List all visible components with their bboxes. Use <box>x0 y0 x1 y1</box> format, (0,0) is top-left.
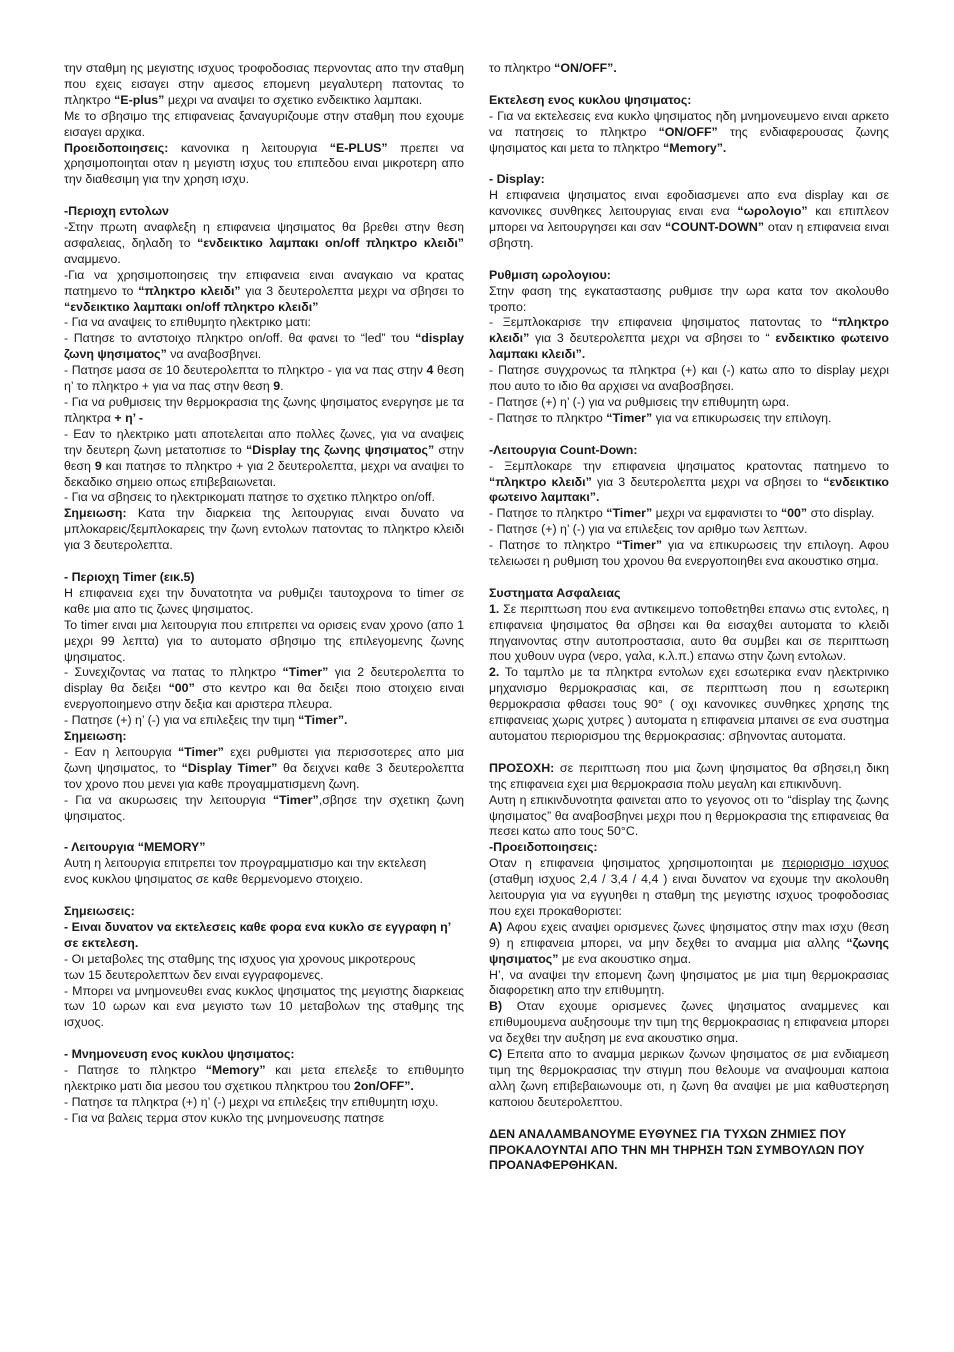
paragraph: - Για να βαλεις τερμα στον κυκλο της μνημονευσης πατησε <box>64 1110 385 1125</box>
paragraph: - Για να ρυθμισεις την θερμοκρασια της ζωνης ψησιματος ενεργησε με τα πληκτρα + η’ - <box>64 395 464 425</box>
paragraph: - Πατησε το πληκτρο “Memory” και μετα επελεξε το επιθυμητο ηλεκτρικο ματι δια μεσου του σχετικου πληκτρου του 2on/OFF”. <box>64 1063 464 1093</box>
paragraph: B) Οταν εχουμε ορισμενες ζωνες ψησιματος αναμμενες και επιθυμουμενα αυξησουμε την τιμη της θερμοκρασιας η επιφανεια μπορει να δεχθει την αυξηση με ενα ακουστικο σημα. <box>489 999 889 1046</box>
paragraph: -Για να χρησιμοποιησεις την επιφανεια ειναι αναγκαιο να κρατας πατημενο το “πληκτρο κλειδι” για 3 δευτερολεπτα μεχρι να σβησει το “ενδεικτικο λαμπακι on/off πληκτρο κλειδι” <box>64 267 464 314</box>
paragraph: - Μπορει να μνημονευθει ενας κυκλος ψησιματος της μεγιστης διαρκειας των 10 ωρων και ενα μεγιστο των 10 μεταβολων της σταθμης της ισχυος. <box>64 983 464 1030</box>
paragraph: Σημειωση: Κατα την διαρκεια της λειτουργιας ειναι δυνατο να μπλοκαρεις/ξεμπλοκαρεις την ζωνη εντολων πατοντας το πληκτρο κλειδι για 3 δευτερολεπτα. <box>64 506 464 553</box>
paragraph-spacer <box>489 252 889 268</box>
paragraph: - Για να σβησεις το ηλεκτρικοματι πατησε το σχετικο πληκτρο on/off. <box>64 490 435 505</box>
paragraph-spacer <box>64 1031 464 1047</box>
paragraph: - Πατησε μασα σε 10 δευτερολεπτα το πληκτρο - για να πας στην 4 θεση η’ το πληκτρο + για να πας στην θεση 9. <box>64 363 464 394</box>
paragraph: - Πατησε το αντστοιχο πληκτρο on/off. θα φανει το “led” του “display ζωνη ψησιματος” να αναβοσβηνει. <box>64 331 464 362</box>
paragraph: A) Αφου εχεις αναψει ορισμενες ζωνες ψησιματος στην max ισχυ (θεση 9) η επιφανεια μπορει, να μην δεχθει το αναμμα μια αλλης “ζωνης ψησιματος” με ενα ακουστικο σημα. <box>489 919 889 966</box>
section-heading: Εκτελεση ενος κυκλου ψησιματος: <box>489 92 692 107</box>
paragraph-spacer <box>489 1111 889 1127</box>
section-heading: -Προειδοποιησεις: <box>489 840 598 855</box>
paragraph: - Ξεμπλοκαρε την επιφανεια ψησιματος κρατοντας πατημενο το “πληκτρο κλειδι” για 3 δευτερολεπτα μεχρι να σβησει το “ενδεικτικο φωτεινο λαμπακι”. <box>489 458 889 505</box>
section-heading: - Display: <box>489 172 545 187</box>
paragraph: - Οι μεταβολες της σταθμης της ισχυος για χρονους μικροτερους <box>64 951 416 966</box>
right-column <box>489 61 889 1174</box>
paragraph: - Πατησε το πληκτρο “Timer” για να επικυρωσεις την επιλογη. Αφου τελειωσει η ρυθμιση του χρονου θα ενεργοποιηθει ενα ακουστικο σημα. <box>489 538 889 569</box>
paragraph: Η επιφανεια ψησιματος ειναι εφοδιασμενει απο ενα display και σε κανονικες συνθηκες λειτουργιας ειναι ενα “ωρολογιο” και επιπλεον μπορει να λειτουργησει και σαν “COUNT-DOWN” οταν η επιφανεια ειναι σβηστη. <box>489 188 889 250</box>
paragraph: - Ξεμπλοκαρισε την επιφανεια ψησιματος πατοντας το “πληκτρο κλειδι” για 3 δευτερολεπτα μεχρι να σβησει το “ ενδεικτικο φωτεινο λαμπακι κλειδι”. <box>489 315 889 362</box>
paragraph: Με το σβησιμο της επιφανειας ξαναγυριζουμε στην σταθμη που εχουμε εισαγει αρχικα. <box>64 108 464 139</box>
paragraph: - Για να αναψεις το επιθυμητο ηλεκτρικο ματι: <box>64 315 311 330</box>
paragraph: - Πατησε το πληκτρο “Timer” μεχρι να εμφανιστει το “00” στο display. <box>489 506 875 521</box>
section-heading: -Λειτουργια Count-Down: <box>489 442 638 457</box>
paragraph: Αυτη η λειτουργια επιτρεπει τον προγραμματισμο και την εκτελεση <box>64 856 427 871</box>
section-heading: Σημειωσεις: <box>64 903 135 918</box>
paragraph: των 15 δευτερολεπτων δεν ειναι εγγραφομενες. <box>64 967 324 982</box>
paragraph: την σταθμη ης μεγιστης ισχυος τροφοδοσιας περνοντας απο την σταθμη που εχεις εισαγει στην αμεσος επομενη μεγαλυτερη πατοντας το πληκτρο “E-plus” μεχρι να αναψει το σχετικο ενδεικτικο λαμπακι. <box>64 61 464 107</box>
paragraph: Στην φαση της εγκαταστασης ρυθμισε την ωρα κατα τον ακολουθο τροπο: <box>489 283 889 314</box>
paragraph-spacer <box>489 77 889 93</box>
paragraph: - Πατησε το πληκτρο “Timer” για να επικυρωσεις την επιλογη. <box>489 410 832 425</box>
paragraph: C) Επειτα απο το αναμμα μερικων ζωνων ψησιματος σε μια ενδιαμεση τιμη της θερμοκρασιας την στιγμη που θελουμε να αναψουμαι καποια αλλη ζωνη επιβεβαιωνουμε οτι, η ζωνη θα αναψει με μια καθυστερηση καποιου δευτερολεπτου. <box>489 1047 889 1109</box>
section-heading: -Περιοχη εντολων <box>64 204 169 219</box>
paragraph: Οταν η επιφανεια ψησιματος χρησιμοποιηται με περιορισμο ισχυος (σταθμη ισχυος 2,4 / 3,4 / 4,4 ) ειναι δυνατον να εχουμε την ακολουθη λειτουργια για να εγγυηθει η σταθμη της μεγιστης ισχυος τροφοδοσιας που εχει προκαθοριστει: <box>489 856 889 918</box>
paragraph-spacer <box>64 554 464 570</box>
paragraph: Το timer ειναι μια λειτουργια που επιτρεπει να ορισεις εναν χρονο (απο 1 μεχρι 99 λεπτα) για το αυτοματο σβησιμο της επιλεγομενης ζωνης ψησιματος. <box>64 617 464 664</box>
paragraph: - Πατησε (+) η’ (-) για να επιλεξεις τον αριθμο των λεπτων. <box>489 522 808 537</box>
paragraph: ΠΡΟΣΟΧΗ: σε περιπτωση που μια ζωνη ψησιματος θα σβησει,η δικη της επιφανεια εχει μια θερμοκρασια πολυ μεγαλη και επικινδυνη. <box>489 760 889 791</box>
paragraph: Προειδοποιησεις: κανονικα η λειτουργια “E-PLUS” πρεπει να χρησιμοποιηται οταν η μεγιστη ισχυς του επιπεδου ειναι μικροτερη απο την διαθεσιμη για την χρηση ισχυ. <box>64 140 464 187</box>
paragraph: Η επιφανεια εχει την δυνατοτητα να ρυθμιζει ταυτοχρονα το timer σε καθε μια απο τις ζωνες ψησιματος. <box>64 585 464 616</box>
paragraph: - Εαν το ηλεκτρικο ματι αποτελειται απο πολλες ζωνες, για να αναψεις την δευτερη ζωνη μετατοπισε το “Display της ζωνης ψησιματος” στην θεση 9 και πατησε το πληκτρο + για 2 δευτερολεπτα, μεχρι να αναψει το δεκαδικο σημειο οπως επιβεβαιωνεται. <box>64 426 464 489</box>
paragraph: - Για να εκτελεσεις ενα κυκλο ψησιματος ηδη μνημονευμενο ειναι αρκετο να πατησεις το πληκτρο “ON/OFF” της ενδιαφερουσας ζωνης ψησιματος και μετα το πληκτρο “Memory”. <box>489 108 890 155</box>
paragraph: - Συνεχιζοντας να πατας το πληκτρο “Timer” για 2 δευτερολεπτα το display θα δειξει “00” στο κεντρο και θα δειξει ποιο στοιχειο ειναι ενεργοποιημενο στην δεξια και αριστερα πλευρα. <box>64 665 464 712</box>
section-heading: Συστηματα Ασφαλειας <box>489 585 621 600</box>
paragraph: - Πατησε συγχρονως τα πληκτρα (+) και (-) κατω απο το display μεχρι που αυτο το ιδιο θα αρχισει να αναβοσβησει. <box>489 363 889 394</box>
paragraph-spacer <box>489 156 889 172</box>
paragraph: - Πατησε (+) η’ (-) για να επιλεξεις την τιμη “Timer”. <box>64 713 348 728</box>
paragraph: το πληκτρο “ON/OFF”. <box>489 61 617 75</box>
paragraph: - Για να ακυρωσεις την λειτουργια “Timer”,σβησε την σχετικη ζωνη ψησιματος. <box>64 792 465 823</box>
paragraph: Η’, να αναψει την επομενη ζωνη ψησιματος με μια τιμη θερμοκρασιας διαφορετικη απο την επιθυμητη. <box>489 967 889 998</box>
paragraph-spacer <box>489 745 889 761</box>
section-heading: - Περιοχη Timer (εικ.5) <box>64 569 195 584</box>
paragraph: ενος κυκλου ψησιματος σε καθε θερμενομενο στοιχειο. <box>64 872 363 887</box>
section-heading: Ρυθμιση ωρολογιου: <box>489 267 611 282</box>
paragraph-spacer <box>489 427 889 443</box>
paragraph: 2. Το ταμπλο με τα πληκτρα εντολων εχει εσωτερικα εναν ηλεκτρινικο μηχανισμο θερμοκρασιας και, σε περιπτωση που η εσωτερικη θερμοκρασια φθασει τους 90° ( οχι κανονικες συνθηκες χρησης της επιφανειας χωρις χυτρες ) αυτοματα η επιφανεια μπαινει σε ενα συστημα αυτοματου περιορισμου της θερμοκρασιας: σβηνοντας αυτοματα. <box>489 665 889 743</box>
paragraph: - Εαν η λειτουργια “Timer” εχει ρυθμιστει για περισσοτερες απο μια ζωνη ψησιματος, το “Display Timer” θα δειχνει καθε 3 δευτερολεπτα τον χρονο που μενει για καθε προγαμματισμενη ζωνη. <box>64 744 465 791</box>
section-heading: - Μνημονευση ενος κυκλου ψησιματος: <box>64 1047 295 1062</box>
section-heading: Σημειωση: <box>64 729 127 744</box>
paragraph: -Στην πρωτη αναφλεξη η επιφανεια ψησιματος θα βρεθει στην θεση ασφαλειας, δηλαδη το “ενδεικτικο λαμπακι on/off πληκτρο κλειδι” αναμμενο. <box>64 220 464 266</box>
paragraph-spacer <box>64 824 464 840</box>
paragraph: Αυτη η επικινδυνοτητα φαινεται απο το γεγονος οτι το “display της ζωνης ψησιματος” θα αναβοσβηνει μεχρι που η θερμοκρασια της επιφανειας θα πεσει κατω απο τους 50°C. <box>489 792 889 839</box>
paragraph: - Πατησε (+) η’ (-) για να ρυθμισεις την επιθυμητη ωρα. <box>489 394 790 409</box>
left-column <box>64 61 464 1127</box>
paragraph: - Πατησε τα πληκτρα (+) η’ (-) μεχρι να επιλεξεις την επιθυμητη ισχυ. <box>64 1094 439 1109</box>
section-heading: - Ειναι δυνατον να εκτελεσεις καθε φορα ενα κυκλο σε εγγραφη η’ σε εκτελεση. <box>64 919 451 950</box>
section-heading: ΔΕΝ ΑΝΑΛΑΜΒΑΝΟΥΜΕ ΕΥΘΥΝΕΣ ΓΙΑ ΤΥΧΩΝ ΖΗΜΙΕΣ ΠΟΥ ΠΡΟΚΑΛΟΥΝΤΑΙ ΑΠΟ ΤΗΝ ΜΗ ΤΗΡΗΣΗ ΤΩΝ ΣΥΜΒΟΥΛΩΝ ΠΟΥ ΠΡΟΑΝΑΦΕΡΘΗΚΑΝ. <box>489 1126 865 1173</box>
paragraph: 1. Σε περιπτωση που ενα αντικειμενο τοποθετηθει επανω στις εντολες, η επιφανεια ψησιματος θα σβησει και θα εισαχθει αυτοματα το κλειδι πηγαινοντας στην αυτοπροστασια, αυτο θα συμβει και σε περιπτωση που χυθουν υγρα (νερο, γαλα, κ.λ.π.) επανω στην ζωνη εντολων. <box>489 601 889 664</box>
paragraph-spacer <box>64 888 464 904</box>
section-heading: - Λειτουργια “MEMORY” <box>64 840 206 855</box>
paragraph-spacer <box>64 188 464 204</box>
paragraph-spacer <box>489 570 889 586</box>
